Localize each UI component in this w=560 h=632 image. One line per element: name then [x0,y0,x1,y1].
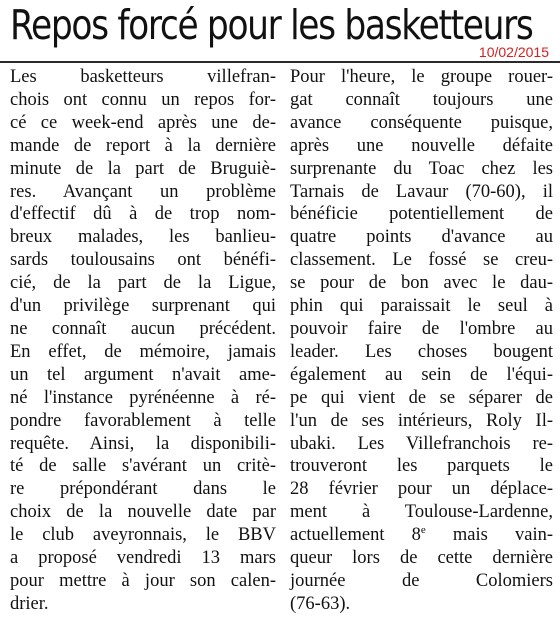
text-line: ne connaît aucun précédent. [10,318,276,339]
text-line: d'effectif dû à de trop nom- [10,204,276,225]
text-line: le club aveyronnais, le BBV [10,525,276,546]
text-line: té de salle s'avérant un critè- [10,456,276,477]
article-column-right [290,66,553,616]
text-line: gat connaît toujours une [290,89,553,110]
text-line: ubaki. Les Villefranchois re- [290,433,553,454]
article-headline: Repos forcé pour les basketteurs [10,1,533,49]
text-line: bénéficie potentiellement de [290,204,553,225]
text-line: cé ce week-end après une de- [10,112,276,133]
text-line: chois ont connu un repos for- [10,89,276,110]
text-line: choix de la nouvelle date par [10,502,276,523]
article-column-left [10,66,276,616]
text-line: sards toulousains ont bénéfi- [10,250,276,271]
text-line: (76-63). [290,593,351,614]
text-line: surprenante du Toac chez les [290,158,553,179]
text-line: drier. [10,593,49,614]
text-line: après une nouvelle défaite [290,135,553,156]
ordinal-superscript: e [420,524,426,537]
text-fragment: actuellement 8 [290,525,421,546]
text-line: un tel argument n'avait ame- [10,364,276,385]
text-line: a proposé vendredi 13 mars [10,548,276,569]
text-line: res. Avançant un problème [10,181,276,202]
text-line: leader. Les choses bougent [290,341,553,362]
text-line: Pour l'heure, le groupe rouer- [290,67,553,87]
text-line: requête. Ainsi, la disponibili- [10,433,276,454]
text-line: queur lors de cette dernière [290,548,553,569]
text-line: quatre points d'avance au [290,227,553,248]
text-line: né l'instance pyrénéenne à ré- [10,387,276,408]
text-line: pe qui vient de se séparer de [290,387,553,408]
text-line: se pour de bon avec le dau- [290,273,553,294]
text-line: Les basketteurs villefran- [10,67,276,87]
text-line: ment à Toulouse-Lardenne, [290,502,553,523]
text-line: pondre favorablement à telle [10,410,276,431]
text-line: pour mettre à jour son calen- [10,570,276,591]
text-line: également au sein de l'équi- [290,364,553,385]
text-line: Tarnais de Lavaur (70-60), il [290,181,553,202]
text-line: 28 février pour un déplace- [290,479,553,500]
text-line: trouveront les parquets le [290,456,553,477]
text-line: mande de report à la dernière [10,135,276,156]
text-line: En effet, de mémoire, jamais [10,341,276,362]
text-line: phin qui paraissait le seul à [290,296,553,317]
text-line: pouvoir faire de l'ombre au [290,318,553,339]
text-line [290,524,553,547]
text-line: l'un de ses intérieurs, Roly Il- [290,410,553,431]
text-line: journée de Colomiers [290,570,553,591]
headline-divider [0,61,560,63]
text-line: cié, de la part de la Ligue, [10,273,276,294]
text-line: breux malades, les banlieu- [10,227,276,248]
text-line: d'un privilège surprenant qui [10,296,276,317]
text-line: minute de la part de Bruguiè- [10,158,276,179]
text-fragment: mais vain- [425,525,553,546]
text-line: avance conséquente puisque, [290,112,553,133]
text-line: re prépondérant dans le [10,479,276,500]
text-line: classement. Le fossé se creu- [290,250,553,271]
article-date: 10/02/2015 [478,44,549,60]
